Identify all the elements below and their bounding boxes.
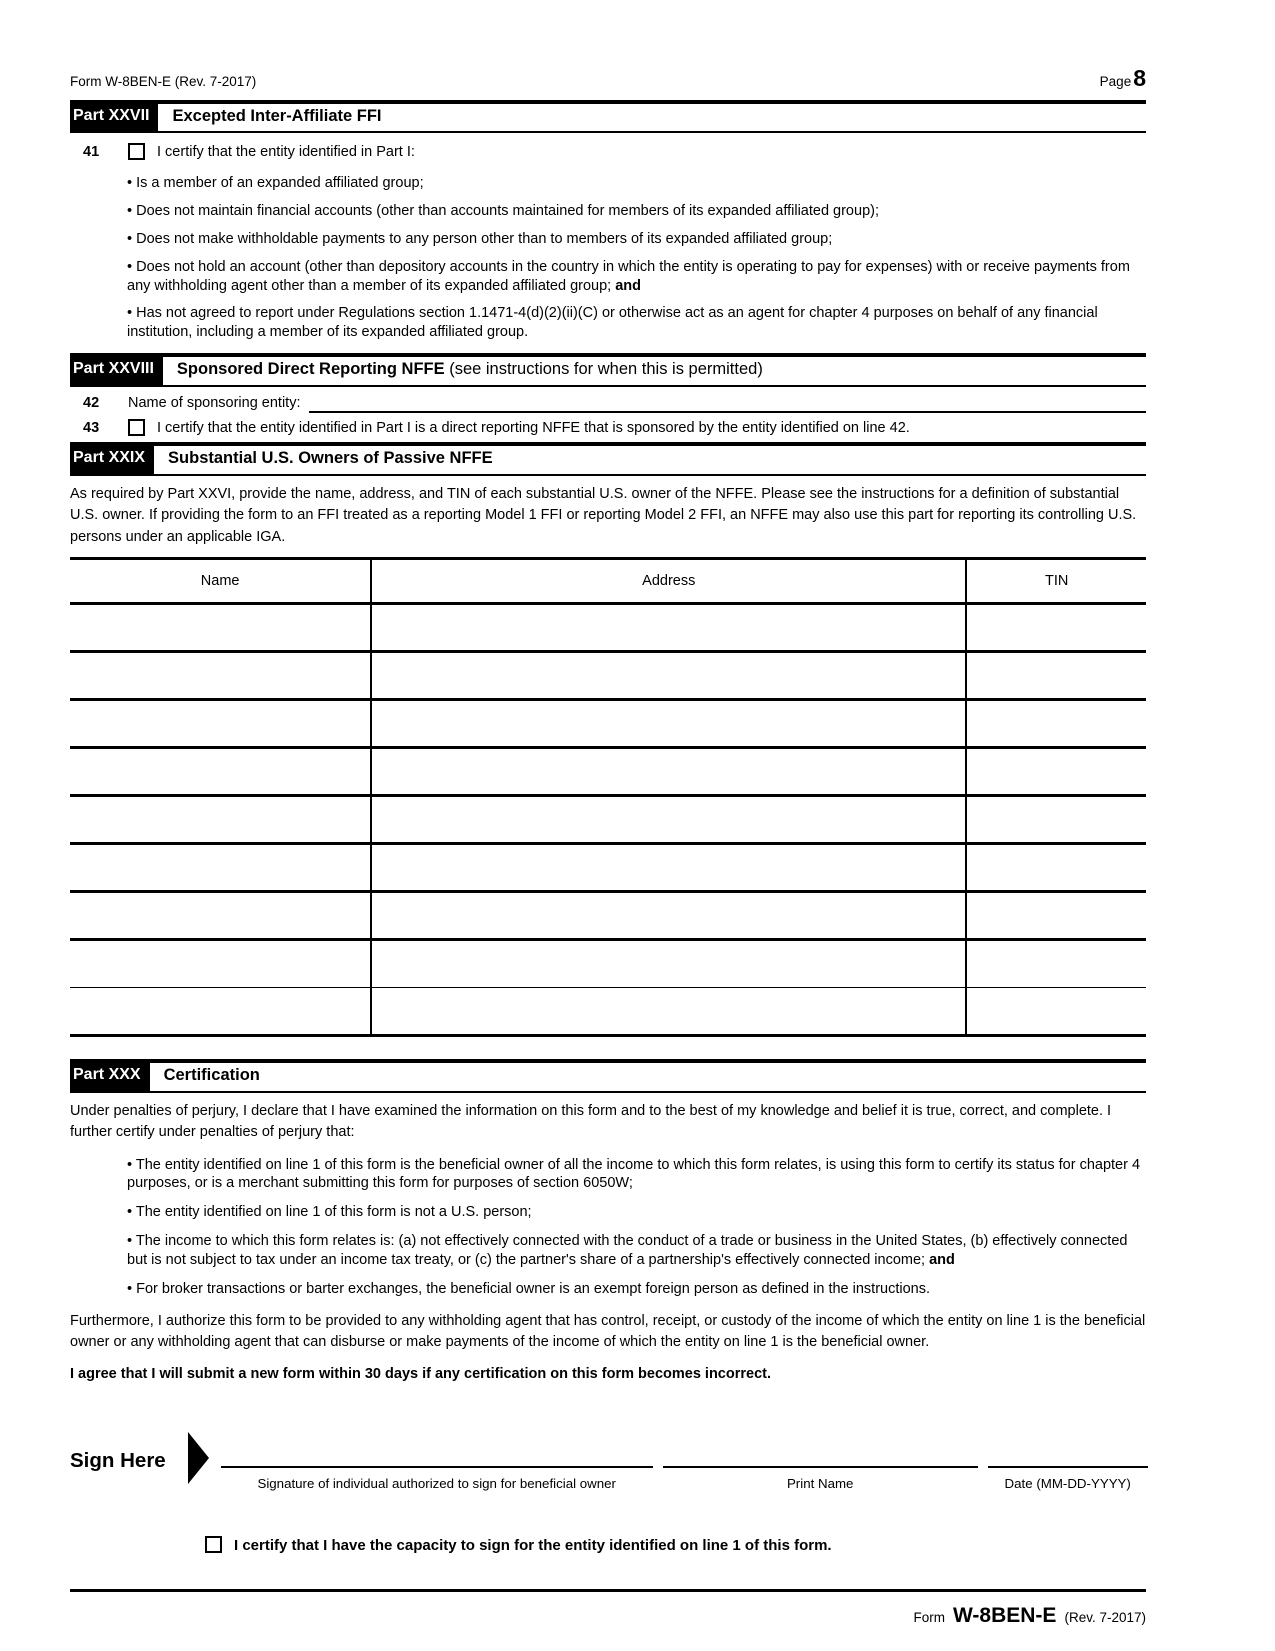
capacity-certification-line (205, 1536, 1146, 1556)
owner-row (70, 796, 1146, 844)
part-xxvii-label: Part XXVII (70, 104, 158, 131)
owner-address-cell[interactable] (371, 604, 966, 652)
owners-table-header-row (70, 559, 1146, 604)
owner-row (70, 748, 1146, 796)
owner-address-cell[interactable] (371, 892, 966, 940)
owner-tin-cell[interactable] (966, 988, 1146, 1036)
owner-row (70, 844, 1146, 892)
certification-intro: Under penalties of perjury, I declare that I have examined the information on this form and to the best of my knowledge and belief it is true, correct, and complete. I further certify under penalties of perjury that: (70, 1102, 1112, 1140)
owner-address-cell[interactable] (371, 796, 966, 844)
owner-tin-cell[interactable] (966, 796, 1146, 844)
line-43-text: I certify that the entity identified in Part I is a direct reporting NFFE that is sponsored by the entity identified on line 42. (157, 419, 910, 436)
owner-name-cell[interactable] (70, 700, 371, 748)
form-id-text: Form W-8BEN-E (Rev. 7-2017) (70, 74, 257, 89)
agreement-statement: I agree that I will submit a new form within 30 days if any certification on this form becomes incorrect. (70, 1365, 771, 1382)
certification-bullet-4: • For broker transactions or barter exchanges, the beneficial owner is an exempt foreign person as defined in the instructions. (127, 1280, 1146, 1299)
part-xxvii-bullet-4: • Does not hold an account (other than depository accounts in the country in which the entity is operating to pay for expenses) with or receive payments from any withholding agent other than a member of its expanded affiliated group; and (127, 258, 1146, 296)
owner-tin-cell[interactable] (966, 652, 1146, 700)
sign-here-arrow-icon (188, 1432, 209, 1484)
certification-bullet-1: • The entity identified on line 1 of this form is the beneficial owner of all the income to which this form relates, is using this form to certify its status for chapter 4 purposes, or is a merchant submitting this form for purposes of section 6050W; (127, 1156, 1146, 1194)
print-name-input[interactable] (663, 1434, 978, 1468)
owner-name-cell[interactable] (70, 652, 371, 700)
part-xxviii-title: Sponsored Direct Reporting NFFE (see instructions for when this is permitted) (176, 360, 763, 379)
owner-row (70, 940, 1146, 988)
owner-name-cell[interactable] (70, 892, 371, 940)
line-41 (70, 143, 1146, 162)
footer-form-revision: (Rev. 7-2017) (1064, 1610, 1146, 1626)
part-xxviii-label: Part XXVIII (70, 357, 163, 384)
footer-divider (70, 1589, 1146, 1592)
footer-form-name: W-8BEN-E (953, 1604, 1057, 1628)
print-name-field-group (663, 1434, 978, 1492)
owner-address-cell[interactable] (371, 700, 966, 748)
sign-section (70, 1434, 1146, 1492)
signature-input[interactable] (221, 1434, 653, 1468)
owner-row (70, 700, 1146, 748)
signature-field-group (221, 1434, 653, 1492)
part-xxx-title: Certification (163, 1066, 260, 1085)
column-header-name: Name (70, 559, 371, 604)
owner-address-cell[interactable] (371, 988, 966, 1036)
signature-fields (221, 1434, 1148, 1492)
owner-address-cell[interactable] (371, 652, 966, 700)
owner-tin-cell[interactable] (966, 604, 1146, 652)
part-xxx-label: Part XXX (70, 1063, 150, 1090)
owners-table-body (70, 604, 1146, 1036)
owner-address-cell[interactable] (371, 940, 966, 988)
certification-bullet-2: • The entity identified on line 1 of this form is not a U.S. person; (127, 1203, 1146, 1222)
part-xxvii-bullet-5: • Has not agreed to report under Regulations section 1.1471-4(d)(2)(ii)(C) or otherwise act as an agent for chapter 4 purposes on behalf of any financial institution, including a member of its expanded affiliated group. (127, 304, 1146, 342)
capacity-checkbox[interactable] (205, 1536, 222, 1553)
part-xxx-header (70, 1059, 1146, 1092)
owner-address-cell[interactable] (371, 748, 966, 796)
line-43-checkbox[interactable] (128, 419, 145, 436)
owner-name-cell[interactable] (70, 988, 371, 1036)
line-42 (70, 394, 1146, 413)
signature-caption: Signature of individual authorized to sign for beneficial owner (257, 1475, 616, 1491)
owner-name-cell[interactable] (70, 796, 371, 844)
owner-row (70, 892, 1146, 940)
owner-name-cell[interactable] (70, 844, 371, 892)
part-xxix-title: Substantial U.S. Owners of Passive NFFE (168, 449, 493, 468)
owner-tin-cell[interactable] (966, 844, 1146, 892)
line-42-number: 42 (83, 394, 100, 411)
part-xxvii-bullet-3: • Does not make withholdable payments to any person other than to members of its expanded affiliated group; (127, 230, 1146, 249)
page-number-group (1100, 64, 1146, 94)
part-xxix-intro: As required by Part XXVI, provide the name, address, and TIN of each substantial U.S. owner of the NFFE. Please see the instructions for a definition of substantial U.S. owner. If providing the form to an FFI treated as a reporting Model 1 FFI or reporting Model 2 FFI, an NFFE may also use this part for reporting its controlling U.S. persons under an applicable IGA. (70, 485, 1137, 545)
line-43 (70, 419, 1146, 438)
page-header (70, 64, 1146, 94)
owner-name-cell[interactable] (70, 940, 371, 988)
capacity-text: I certify that I have the capacity to sign for the entity identified on line 1 of this form. (234, 1536, 832, 1554)
part-xxvii-bullet-1: • Is a member of an expanded affiliated group; (127, 174, 1146, 193)
part-xxviii-title-note: (see instructions for when this is permitted) (449, 360, 763, 379)
sign-here-label: Sign Here (70, 1448, 166, 1472)
part-xxvii-title: Excepted Inter-Affiliate FFI (172, 106, 382, 125)
date-caption: Date (MM-DD-YYYY) (1004, 1475, 1131, 1491)
page-label: Page (1099, 74, 1132, 89)
certification-bullet-3: • The income to which this form relates is: (a) not effectively connected with the conduct of a trade or business in the United States, (b) effectively connected but is not subject to tax under an income tax treaty, or (c) the partner's share of a partnership's effectively connected income; and (127, 1232, 1146, 1270)
part-xxviii-header (70, 353, 1146, 386)
page-footer (70, 1602, 1146, 1629)
owner-row (70, 604, 1146, 652)
sponsoring-entity-name-field[interactable] (309, 394, 1146, 413)
owner-tin-cell[interactable] (966, 940, 1146, 988)
part-xxix-label: Part XXIX (70, 446, 154, 473)
line-41-text: I certify that the entity identified in Part I: (157, 144, 415, 161)
owner-row (70, 988, 1146, 1036)
column-header-address: Address (371, 559, 966, 604)
part-xxvii-header (70, 100, 1146, 133)
owner-address-cell[interactable] (371, 844, 966, 892)
owner-name-cell[interactable] (70, 748, 371, 796)
owner-tin-cell[interactable] (966, 700, 1146, 748)
line-41-number: 41 (83, 144, 100, 161)
line-43-number: 43 (83, 419, 100, 436)
print-name-caption: Print Name (786, 1475, 854, 1491)
owner-name-cell[interactable] (70, 604, 371, 652)
date-field-group (988, 1434, 1148, 1492)
line-41-checkbox[interactable] (128, 143, 145, 160)
date-input[interactable] (988, 1434, 1148, 1468)
furthermore-paragraph: Furthermore, I authorize this form to be provided to any withholding agent that has control, receipt, or custody of the income of which the entity on line 1 is the beneficial owner or any withholding agent that can disburse or make payments of the income of which the entity on line 1 is the beneficial owner. (70, 1312, 1146, 1350)
owner-tin-cell[interactable] (966, 748, 1146, 796)
part-xxix-header (70, 442, 1146, 475)
column-header-tin: TIN (966, 559, 1146, 604)
footer-form-label: Form (913, 1610, 945, 1626)
line-42-label: Name of sponsoring entity: (128, 394, 301, 411)
substantial-owners-table (70, 557, 1146, 1037)
page-number: 8 (1133, 65, 1146, 91)
part-xxvii-bullet-2: • Does not maintain financial accounts (other than accounts maintained for members of its expanded affiliated group); (127, 202, 1146, 221)
owner-row (70, 652, 1146, 700)
owner-tin-cell[interactable] (966, 892, 1146, 940)
